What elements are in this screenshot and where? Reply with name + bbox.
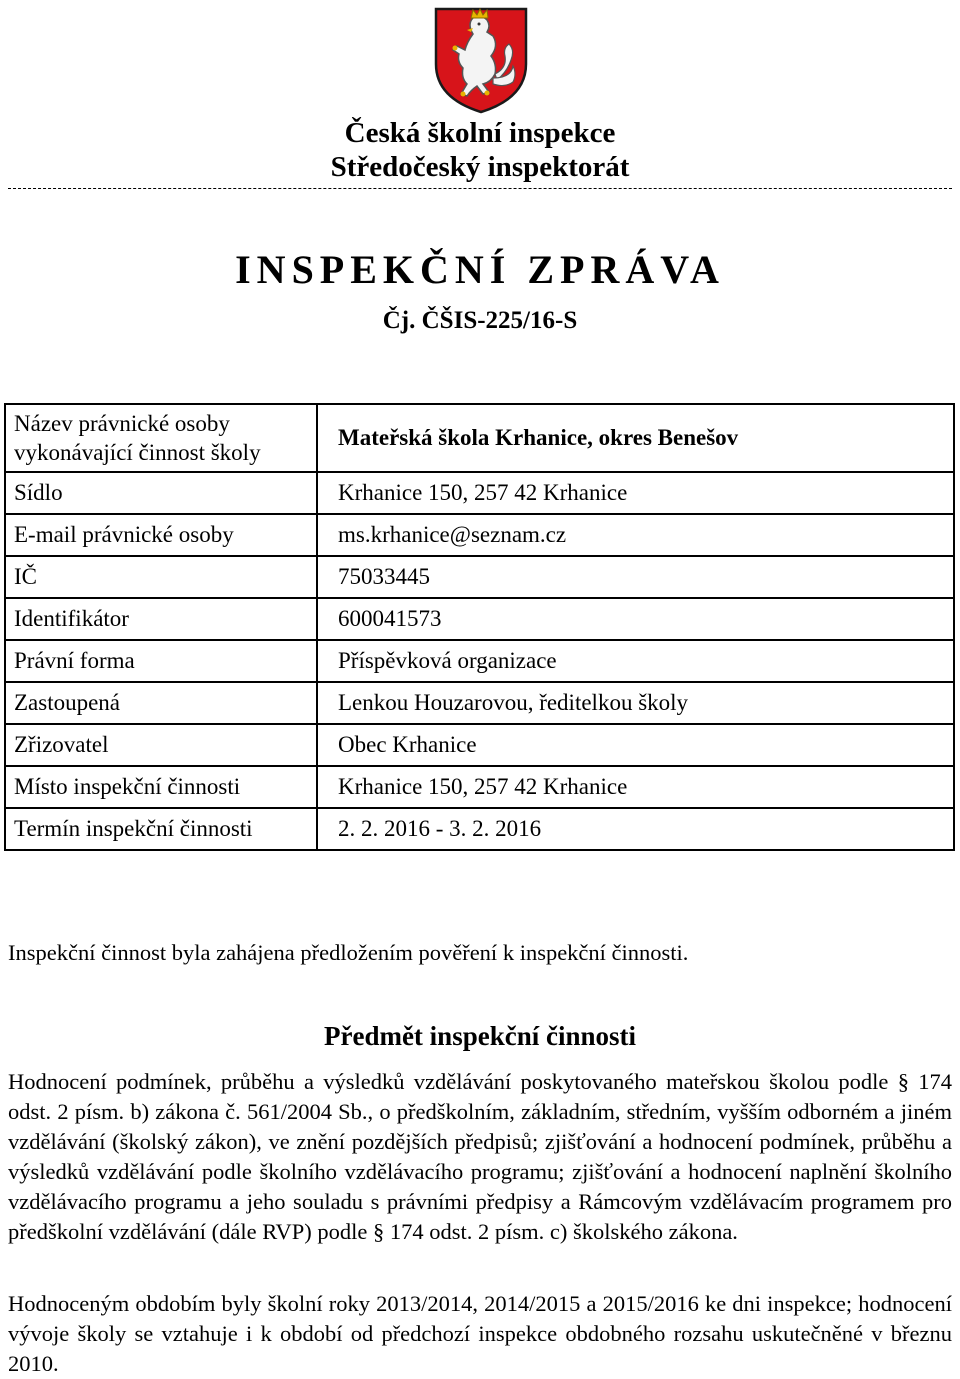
- table-row: [5, 556, 954, 598]
- state-emblem: [433, 6, 529, 114]
- reference-number: Čj. ČŠIS-225/16-S: [382, 307, 578, 334]
- table-row: [5, 640, 954, 682]
- row-label: Název právnické osoby vykonávající činnost školy: [5, 404, 317, 472]
- school-info-table: [4, 403, 955, 851]
- table-row: [5, 682, 954, 724]
- row-label: E-mail právnické osoby: [5, 514, 317, 556]
- row-value: Obec Krhanice: [317, 724, 954, 766]
- table-row: [5, 514, 954, 556]
- row-label: Zřizovatel: [5, 724, 317, 766]
- table-row: [5, 808, 954, 850]
- period-paragraph: Hodnoceným obdobím byly školní roky 2013/2014, 2014/2015 a 2015/2016 ke dni inspekce; hodnocení vývoje školy se vztahuje i k období od předchozí inspekce obdobného rozsahu uskutečněné v březnu 2010.: [8, 1291, 952, 1376]
- row-value: 600041573: [317, 598, 954, 640]
- row-value: Krhanice 150, 257 42 Krhanice: [317, 766, 954, 808]
- row-value: ms.krhanice@seznam.cz: [317, 514, 954, 556]
- table-row: [5, 472, 954, 514]
- row-label: Zastoupená: [5, 682, 317, 724]
- row-label: IČ: [5, 556, 317, 598]
- row-label: Místo inspekční činnosti: [5, 766, 317, 808]
- table-row: [5, 766, 954, 808]
- intro-paragraph: Inspekční činnost byla zahájena předložením pověření k inspekční činnosti.: [8, 940, 689, 965]
- row-label: Identifikátor: [5, 598, 317, 640]
- report-title: INSPEKČNÍ ZPRÁVA: [235, 247, 725, 292]
- row-value: 75033445: [317, 556, 954, 598]
- header-divider: [8, 188, 952, 189]
- table-row: [5, 724, 954, 766]
- organization-name: Česká školní inspekce: [344, 117, 616, 149]
- table-row: [5, 404, 954, 472]
- table-row: [5, 598, 954, 640]
- lion-crest-icon: [433, 6, 529, 114]
- row-label: Právní forma: [5, 640, 317, 682]
- section-heading: Předmět inspekční činnosti: [323, 1021, 636, 1051]
- row-value: Krhanice 150, 257 42 Krhanice: [317, 472, 954, 514]
- row-label: Termín inspekční činnosti: [5, 808, 317, 850]
- row-value: Příspěvková organizace: [317, 640, 954, 682]
- subject-paragraph: Hodnocení podmínek, průběhu a výsledků vzdělávání poskytovaného mateřskou školou podle § 174 odst. 2 písm. b) zákona č. 561/2004 Sb., o předškolním, základním, středním, vyšším odborném a jiném vzdělávání (školský zákon), ve znění pozdějších předpisů; zjišťování a hodnocení podmínek, průběhu a výsledků vzdělávání podle školního vzdělávacího programu; zjišťování a hodnocení naplnění školního vzdělávacího programu a jeho souladu s právními předpisy a Rámcovým vzdělávacím programem pro předškolní vzdělávání (dále RVP) podle § 174 odst. 2 písm. c) školského zákona.: [8, 1069, 952, 1244]
- inspectorate-name: Středočeský inspektorát: [330, 151, 630, 183]
- row-label: Sídlo: [5, 472, 317, 514]
- row-value: Mateřská škola Krhanice, okres Benešov: [317, 404, 954, 472]
- row-value: 2. 2. 2016 - 3. 2. 2016: [317, 808, 954, 850]
- row-value: Lenkou Houzarovou, ředitelkou školy: [317, 682, 954, 724]
